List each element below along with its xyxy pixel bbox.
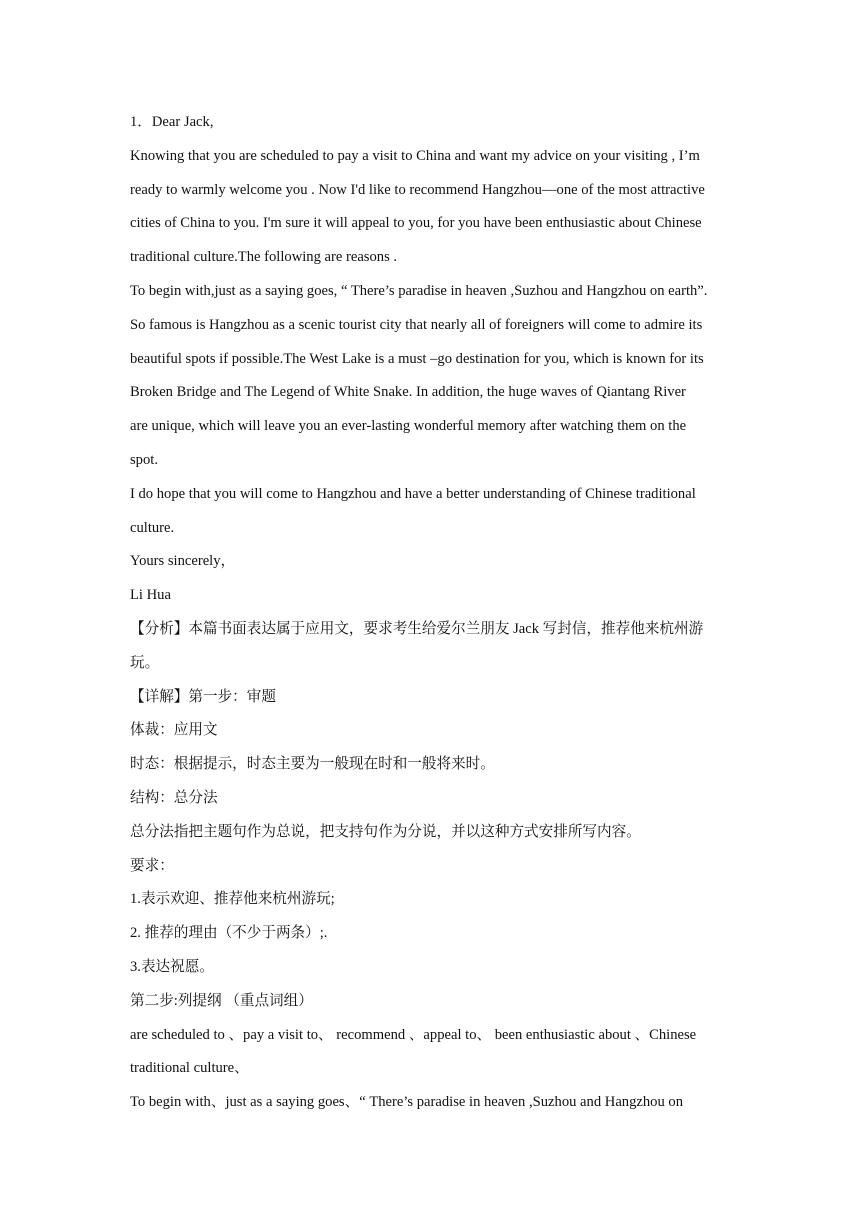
key-phrases-line: traditional culture、 — [130, 1060, 249, 1077]
analysis-line: 玩。 — [130, 654, 160, 671]
analysis-line: 【分析】本篇书面表达属于应用文，要求考生给爱尔兰朋友 Jack 写封信，推荐他来杭州游 — [130, 620, 704, 637]
document-body — [130, 106, 740, 1120]
letter-body-line: So famous is Hangzhou as a scenic tourist city that nearly all of foreigners will come to admire its — [130, 316, 703, 333]
requirement-item: 2. 推荐的理由（不少于两条）;. — [130, 925, 328, 942]
requirement-item: 1.表示欢迎、推荐他来杭州游玩; — [130, 891, 335, 908]
letter-body-line: Knowing that you are scheduled to pay a visit to China and want my advice on your visiting , I’m — [130, 147, 700, 164]
letter-body-line: spot. — [130, 451, 158, 468]
letter-body-line: culture. — [130, 519, 175, 536]
letter-body-line: traditional culture.The following are reasons . — [130, 249, 398, 266]
outline-heading: 第二步:列提纲 （重点词组） — [130, 992, 313, 1009]
requirement-item: 3.表达祝愿。 — [130, 958, 214, 975]
letter-body-line: ready to warmly welcome you . Now I'd like to recommend Hangzhou—one of the most attractive — [130, 181, 705, 198]
letter-body-line: To begin with,just as a saying goes, “ There’s paradise in heaven ,Suzhou and Hangzhou on earth”. — [130, 282, 708, 299]
explanation-line: 时态：根据提示，时态主要为一般现在时和一般将来时。 — [130, 756, 495, 773]
explanation-line: 【详解】第一步：审题 — [130, 688, 276, 705]
letter-body-line: beautiful spots if possible.The West Lake is a must –go destination for you, which is known for its — [130, 350, 704, 367]
explanation-line: 体裁：应用文 — [130, 722, 218, 739]
letter-body-line: I do hope that you will come to Hangzhou and have a better understanding of Chinese traditional — [130, 485, 696, 502]
letter-signature: Li Hua — [130, 587, 171, 604]
explanation-line: 结构：总分法 — [130, 789, 218, 806]
letter-heading-line: 1．Dear Jack, — [130, 114, 214, 130]
letter-closing: Yours sincerely， — [130, 553, 236, 570]
letter-body-line: are unique, which will leave you an ever-lasting wonderful memory after watching them on the — [130, 418, 687, 435]
letter-body-line: Broken Bridge and The Legend of White Snake. In addition, the huge waves of Qiantang River — [130, 384, 686, 401]
explanation-line: 要求： — [130, 857, 174, 874]
letter-body-line: cities of China to you. I'm sure it will appeal to you, for you have been enthusiastic about Chinese — [130, 215, 702, 232]
key-phrases-line: are scheduled to 、pay a visit to、 recommend 、appeal to、 been enthusiastic about 、Chinese — [130, 1026, 697, 1043]
explanation-line: 总分法指把主题句作为总说，把支持句作为分说，并以这种方式安排所写内容。 — [130, 823, 641, 840]
key-phrases-line: To begin with、just as a saying goes、“ There’s paradise in heaven ,Suzhou and Hangzhou on — [130, 1094, 684, 1111]
